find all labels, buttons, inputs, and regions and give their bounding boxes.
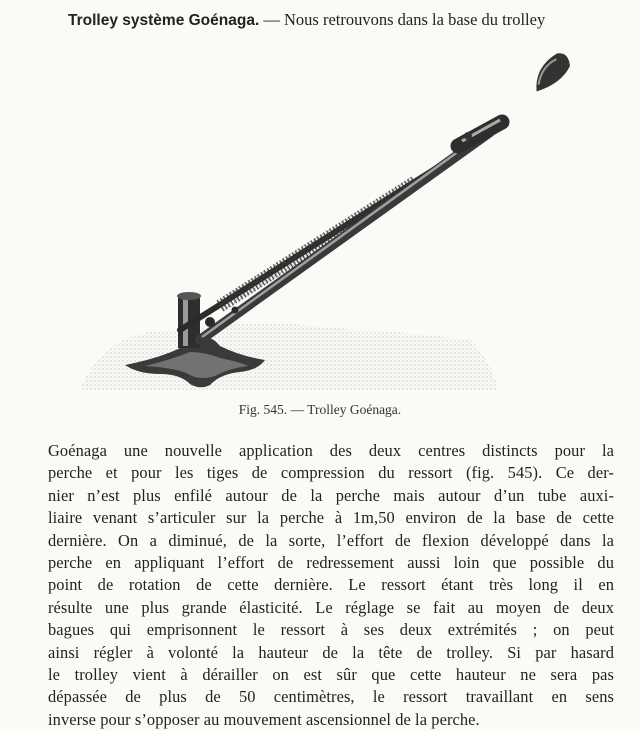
paragraph-line: Goénaga une nouvelle application des deux centres distincts pour la (48, 441, 614, 460)
paragraph-line: inverse pour s’opposer au mouvement ascensionnel de la perche. (48, 709, 480, 729)
paragraph-line: dernière. On a diminué, de la sorte, l’effort de flexion développé dans la (48, 530, 614, 550)
paragraph-line: bagues qui emprisonnent le ressort à ses deux extrémités ; on peut (48, 620, 614, 640)
trolley-pole (200, 130, 490, 340)
paragraph-line: nier n’est plus enfilé autour de la perche mais autour d’un tube auxi- (48, 485, 614, 505)
paragraph-line: liaire venant s’articuler sur la perche à 1m,50 environ de la base de cette (48, 508, 614, 528)
section-heading (68, 10, 628, 30)
ground-shading (80, 323, 498, 390)
trolley-illustration (70, 40, 610, 400)
paragraph-line: point de rotation de cette dernière. Le ressort étant très long il en (48, 575, 614, 595)
paragraph-line: perche et pour les tiges de compression du ressort (fig. 545). Ce der- (48, 463, 614, 483)
section-heading-continuation: — Nous retrouvons dans la base du trolley (259, 10, 546, 29)
paragraph-line: le trolley vient à dérailler on est sûr que cette hauteur ne sera pas (48, 665, 614, 685)
pole-head (458, 120, 502, 146)
trolley-head (526, 49, 575, 95)
section-heading-title: Trolley système Goénaga. (68, 12, 260, 29)
body-paragraph (48, 440, 614, 731)
paragraph-line: ainsi régler à volonté la hauteur de la tête de trolley. Si par hasard (48, 642, 614, 662)
paragraph-line: dépassée de plus de 50 centimètres, le ressort travaillant en sens (48, 687, 614, 707)
paragraph-line: résulte une plus grande élasticité. Le réglage se fait au moyen de deux (48, 597, 614, 617)
paragraph-line: perche en appliquant l’effort de redressement aussi loin que possible du (48, 553, 614, 573)
figure-caption: Fig. 545. — Trolley Goénaga. (238, 402, 402, 417)
